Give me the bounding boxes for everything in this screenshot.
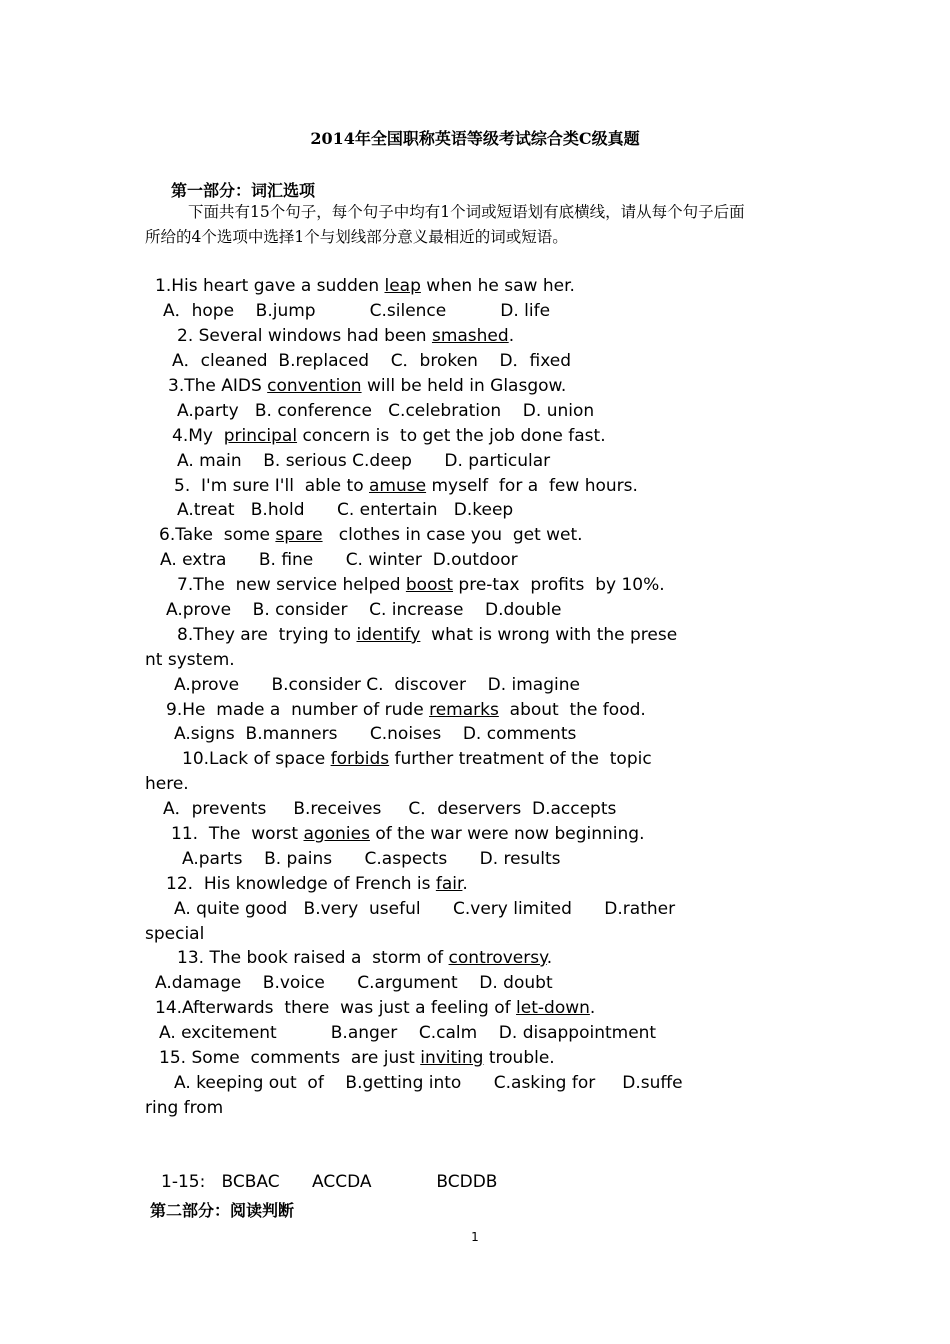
underlined-word: boost [405,575,454,595]
question-9-options: A.signs B.manners C.noises D. comments [174,724,577,744]
question-10-options: A．prevents B.receives C．deservers D.accepts [163,799,617,819]
question-10: 10.Lack of space forbids further treatment of the topic [182,749,652,769]
underlined-word: inviting [420,1048,484,1068]
question-5: 5. I'm sure I'll able to amuse myself for a few hours. [174,476,638,496]
question-4: 4.My principal concern is to get the job done fast. [172,426,606,446]
answer-key: 1-15: BCBAC ACCDA BCDDB [161,1172,498,1192]
question-10-continuation: here. [145,774,189,794]
question-14-options: A. excitement B.anger C.calm D. disappointment [159,1023,657,1043]
underlined-word: convention [267,376,362,396]
question-4-options: A. main B. serious C.deep D. particular [177,451,551,471]
question-15-continuation: ring from [145,1098,224,1118]
underlined-word: leap [384,276,421,296]
question-9: 9.He made a number of rude remarks about the food. [166,700,646,720]
underlined-word: forbids [330,749,390,769]
underlined-word: let-down [516,998,590,1018]
question-8-options: A.prove B.consider C. discover D. imagine [174,675,580,695]
question-8: 8.They are trying to identify what is wrong with the prese [177,625,678,645]
question-2-options: A．cleaned B.replaced C．broken D．fixed [172,351,572,371]
question-14: 14.Afterwards there was just a feeling of let-down. [155,998,596,1018]
question-3-options: A.party B. conference C.celebration D. union [177,401,595,421]
question-7-options: A.prove B. consider C. increase D.double [166,600,562,620]
underlined-word: smashed [431,326,509,346]
question-6: 6.Take some spare clothes in case you get wet. [159,525,583,545]
underlined-word: identify [356,625,421,645]
page-number: 1 [471,1230,479,1244]
underlined-word: remarks [429,700,499,720]
question-1-options: A．hope B.jump C.silence D. life [163,301,551,321]
question-13: 13. The book raised a storm of controversy. [177,948,553,968]
question-8-continuation: nt system. [145,650,235,670]
question-15: 15. Some comments are just inviting trouble. [159,1048,555,1068]
question-7: 7.The new service helped boost pre-tax profits by 10%. [177,575,665,595]
question-6-options: A. extra B. fine C. winter D.outdoor [160,550,518,570]
underlined-word: spare [275,525,323,545]
question-11: 11. The worst agonies of the war were now beginning. [171,824,645,844]
question-13-options: A.damage B.voice C.argument D. doubt [155,973,553,993]
underlined-word: fair [435,874,463,894]
question-12: 12. His knowledge of French is fair. [166,874,468,894]
part2-heading: 第二部分：阅读判断 [150,1201,295,1220]
question-11-options: A.parts B. pains C.aspects D. results [182,849,561,869]
underlined-word: controversy [448,948,547,968]
part1-instructions-line2: 所给的4个选项中选择1个与划线部分意义最相近的词或短语。 [145,228,568,246]
question-5-options: A.treat B.hold C. entertain D.keep [177,500,514,520]
question-1: 1.His heart gave a sudden leap when he saw her. [155,276,575,296]
question-3: 3.The AIDS convention will be held in Glasgow. [168,376,567,396]
question-12-continuation: special [145,924,205,944]
part1-instructions-line1: 下面共有15个句子，每个句子中均有1个词或短语划有底横线，请从每个句子后面 [188,203,745,221]
part1-heading: 第一部分：词汇选项 [171,181,316,200]
underlined-word: agonies [303,824,370,844]
question-2: 2. Several windows had been smashed. [177,326,515,346]
question-15-options: A. keeping out of B.getting into C.asking for D.suffe [174,1073,683,1093]
document-title: 2014年全国职称英语等级考试综合类C级真题 [310,129,640,148]
underlined-word: amuse [369,476,427,496]
underlined-word: principal [223,426,298,446]
question-12-options: A. quite good B.very useful C.very limited D.rather [174,899,676,919]
